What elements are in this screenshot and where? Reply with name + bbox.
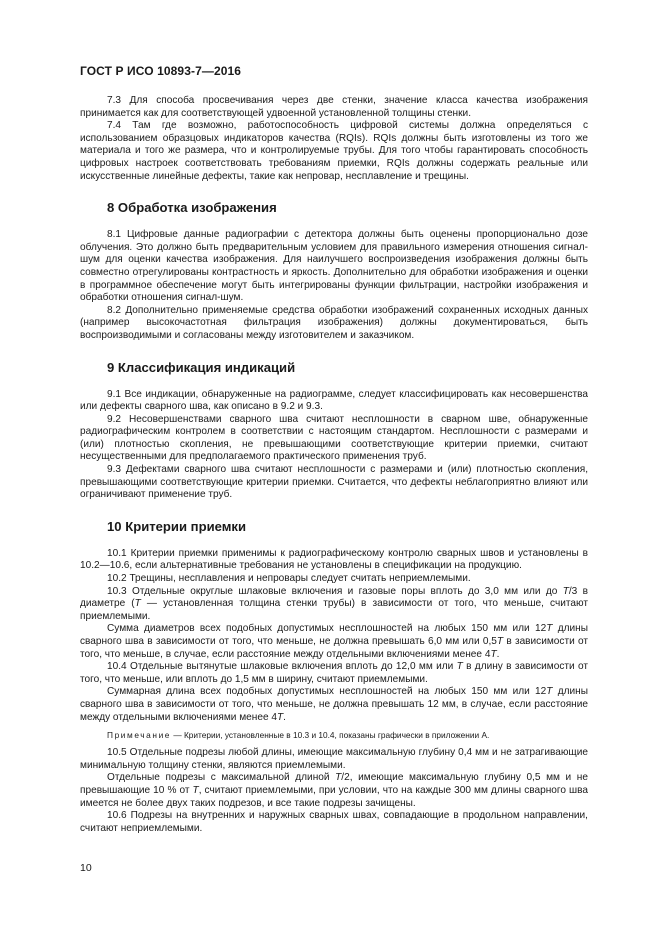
- paragraph-10-3-sum: [80, 623, 588, 661]
- text-run: Сумма диаметров всех подобных допустимых несплошностей на любых 150 мм или 12: [107, 623, 547, 635]
- paragraph-10-4-sum: [80, 686, 588, 724]
- text-run: /3 в диаметре (: [80, 585, 588, 610]
- thickness-symbol: T: [192, 784, 199, 796]
- text-run: длины сварного шва в зависимости от того, что меньше, не должна превышать 6,0 мм или 0,5: [80, 623, 588, 647]
- text-run: .: [496, 648, 500, 660]
- paragraph-8-2: 8.2 Дополнительно применяемые средства обработки изображений сохраненных исходных данных (например высокочастотная фильтрация изображения) должны документироваться, быть воспроизводимыми и согласованы между изготовителем и заказчиком.: [80, 304, 588, 341]
- section-8-heading: 8 Обработка изображения: [107, 200, 277, 216]
- paragraph-9-2: 9.2 Несовершенствами сварного шва считают несплошности в сварном шве, обнаруженные радиографическим контролем в соответствии с настоящим стандартом. Несплошности с размерами и (или) плотностью скопления, не превышающими соответствующие критерии приемки, считают несущественными для предполагаемого практического применения труб.: [80, 413, 588, 463]
- paragraph-10-5-cont: [80, 772, 588, 810]
- text-run: в зависимости от того, что меньше, в случае, если расстояние между отдельными включениями менее 4: [80, 636, 588, 660]
- thickness-symbol: T: [134, 598, 141, 610]
- paragraph-9-1: 9.1 Все индикации, обнаруженные на радиограмме, следует классифицировать как несовершенства или дефекты сварного шва, как описано в 9.2 и 9.3.: [80, 388, 588, 413]
- paragraph-10-6: 10.6 Подрезы на внутренних и наружных сварных швах, совпадающие в продольном направлении, считают неприемлемыми.: [80, 810, 588, 834]
- thickness-symbol: T: [456, 661, 463, 673]
- paragraph-10-5: 10.5 Отдельные подрезы любой длины, имеющие максимальную глубину 0,4 мм и не затрагивающие минимальную толщину стенки, являются приемлемыми.: [80, 747, 588, 771]
- text-run: , считают приемлемыми, при условии, что на каждые 300 мм длины сварного шва имеется не более двух таких подрезов, и все такие подрезы зачищены.: [80, 784, 588, 809]
- text-run: длины сварного шва в зависимости от того, что меньше, не должна превышать 12 мм, в случае, если расстояние между отдельными включениями менее 4: [80, 686, 588, 723]
- note: [80, 730, 588, 741]
- paragraph-8-1: 8.1 Цифровые данные радиографии с детектора должны быть оценены пропорционально дозе облучения. Это должно быть предварительным условием для правильного измерения отношения сигнал-шум для оценки качества изображения. Для наилучшего воспроизведения изображения должны быть совместно отрегулированы контрастность и яркость. Дополнительно для обработки изображения и оценки в программное обеспечение могут быть интегрированы функции фильтрации, настройки изображения и обработки отношения сигнал-шум.: [80, 229, 588, 304]
- paragraph-10-1: 10.1 Критерии приемки применимы к радиографическому контролю сварных швов и установлены в 10.2—10.6, если альтернативные требования не установлены в спецификации на продукцию.: [80, 547, 588, 572]
- document-body: [80, 95, 588, 835]
- text-run: .: [283, 711, 286, 723]
- note-label: Примечание: [107, 730, 172, 741]
- thickness-symbol: T: [335, 772, 342, 784]
- text-run: /2, имеющие максимальную глубину 0,5 мм и не превышающие 10 % от: [80, 772, 588, 796]
- text-run: 10.3 Отдельные округлые шлаковые включения и газовые поры вплоть до 3,0 мм или до: [107, 585, 563, 597]
- paragraph-7-4: 7.4 Там где возможно, работоспособность цифровой системы должна определяться с использованием образцовых индикаторов качества (RQIs). RQIs должны быть изготовлены из того же материала и того же размера, что и контролируемые трубы. Для того чтобы гарантировать способность цифровых настроек соответствовать требованиям приемки, RQIs должны содержать реальные или искусственные линейные дефекты, такие как непровар, несплавление и трещины.: [80, 120, 588, 182]
- paragraph-10-3: [80, 586, 588, 624]
- thickness-symbol: T: [490, 648, 497, 660]
- paragraph-9-3: 9.3 Дефектами сварного шва считают несплошности с размерами и (или) плотностью скопления, превышающими соответствующие критерии приемки. Считается, что дефекты неблагоприятно влияют или ограничивают применение труб.: [80, 464, 588, 501]
- section-9-heading: 9 Классификация индикаций: [107, 359, 296, 375]
- text-run: Суммарная длина всех подобных допустимых несплошностей на любых 150 мм или 12: [107, 686, 547, 698]
- paragraph-10-2: 10.2 Трещины, несплавления и непровары следует считать неприемлемыми.: [107, 573, 471, 585]
- text-run: — установленная толщина стенки трубы) в зависимости от того, что меньше, считают приемлемыми.: [80, 598, 588, 622]
- thickness-symbol: T: [546, 686, 553, 698]
- thickness-symbol: T: [496, 636, 504, 647]
- text-run: в длину в зависимости от того, что меньше, или вплоть до 1,5 мм в ширину, считают приемлемыми.: [80, 661, 588, 685]
- paragraph-7-3: 7.3 Для способа просвечивания через две стенки, значение класса качества изображения принимается как для соответствующей удвоенной установленной толщины стенки.: [80, 95, 588, 119]
- section-10-heading: 10 Критерии приемки: [107, 518, 247, 534]
- standard-header: ГОСТ Р ИСО 10893-7—2016: [80, 64, 242, 78]
- thickness-symbol: T: [562, 585, 569, 597]
- thickness-symbol: T: [276, 711, 284, 723]
- thickness-symbol: T: [546, 623, 553, 635]
- text-run: Отдельные подрезы с максимальной длиной: [107, 772, 336, 784]
- page-number: 10: [80, 862, 92, 874]
- text-run: 10.4 Отдельные вытянутые шлаковые включения вплоть до 12,0 мм или: [107, 661, 457, 673]
- note-text: — Критерии, установленные в 10.3 и 10.4, показаны графически в приложении А.: [171, 730, 490, 741]
- paragraph-10-4: [80, 661, 588, 686]
